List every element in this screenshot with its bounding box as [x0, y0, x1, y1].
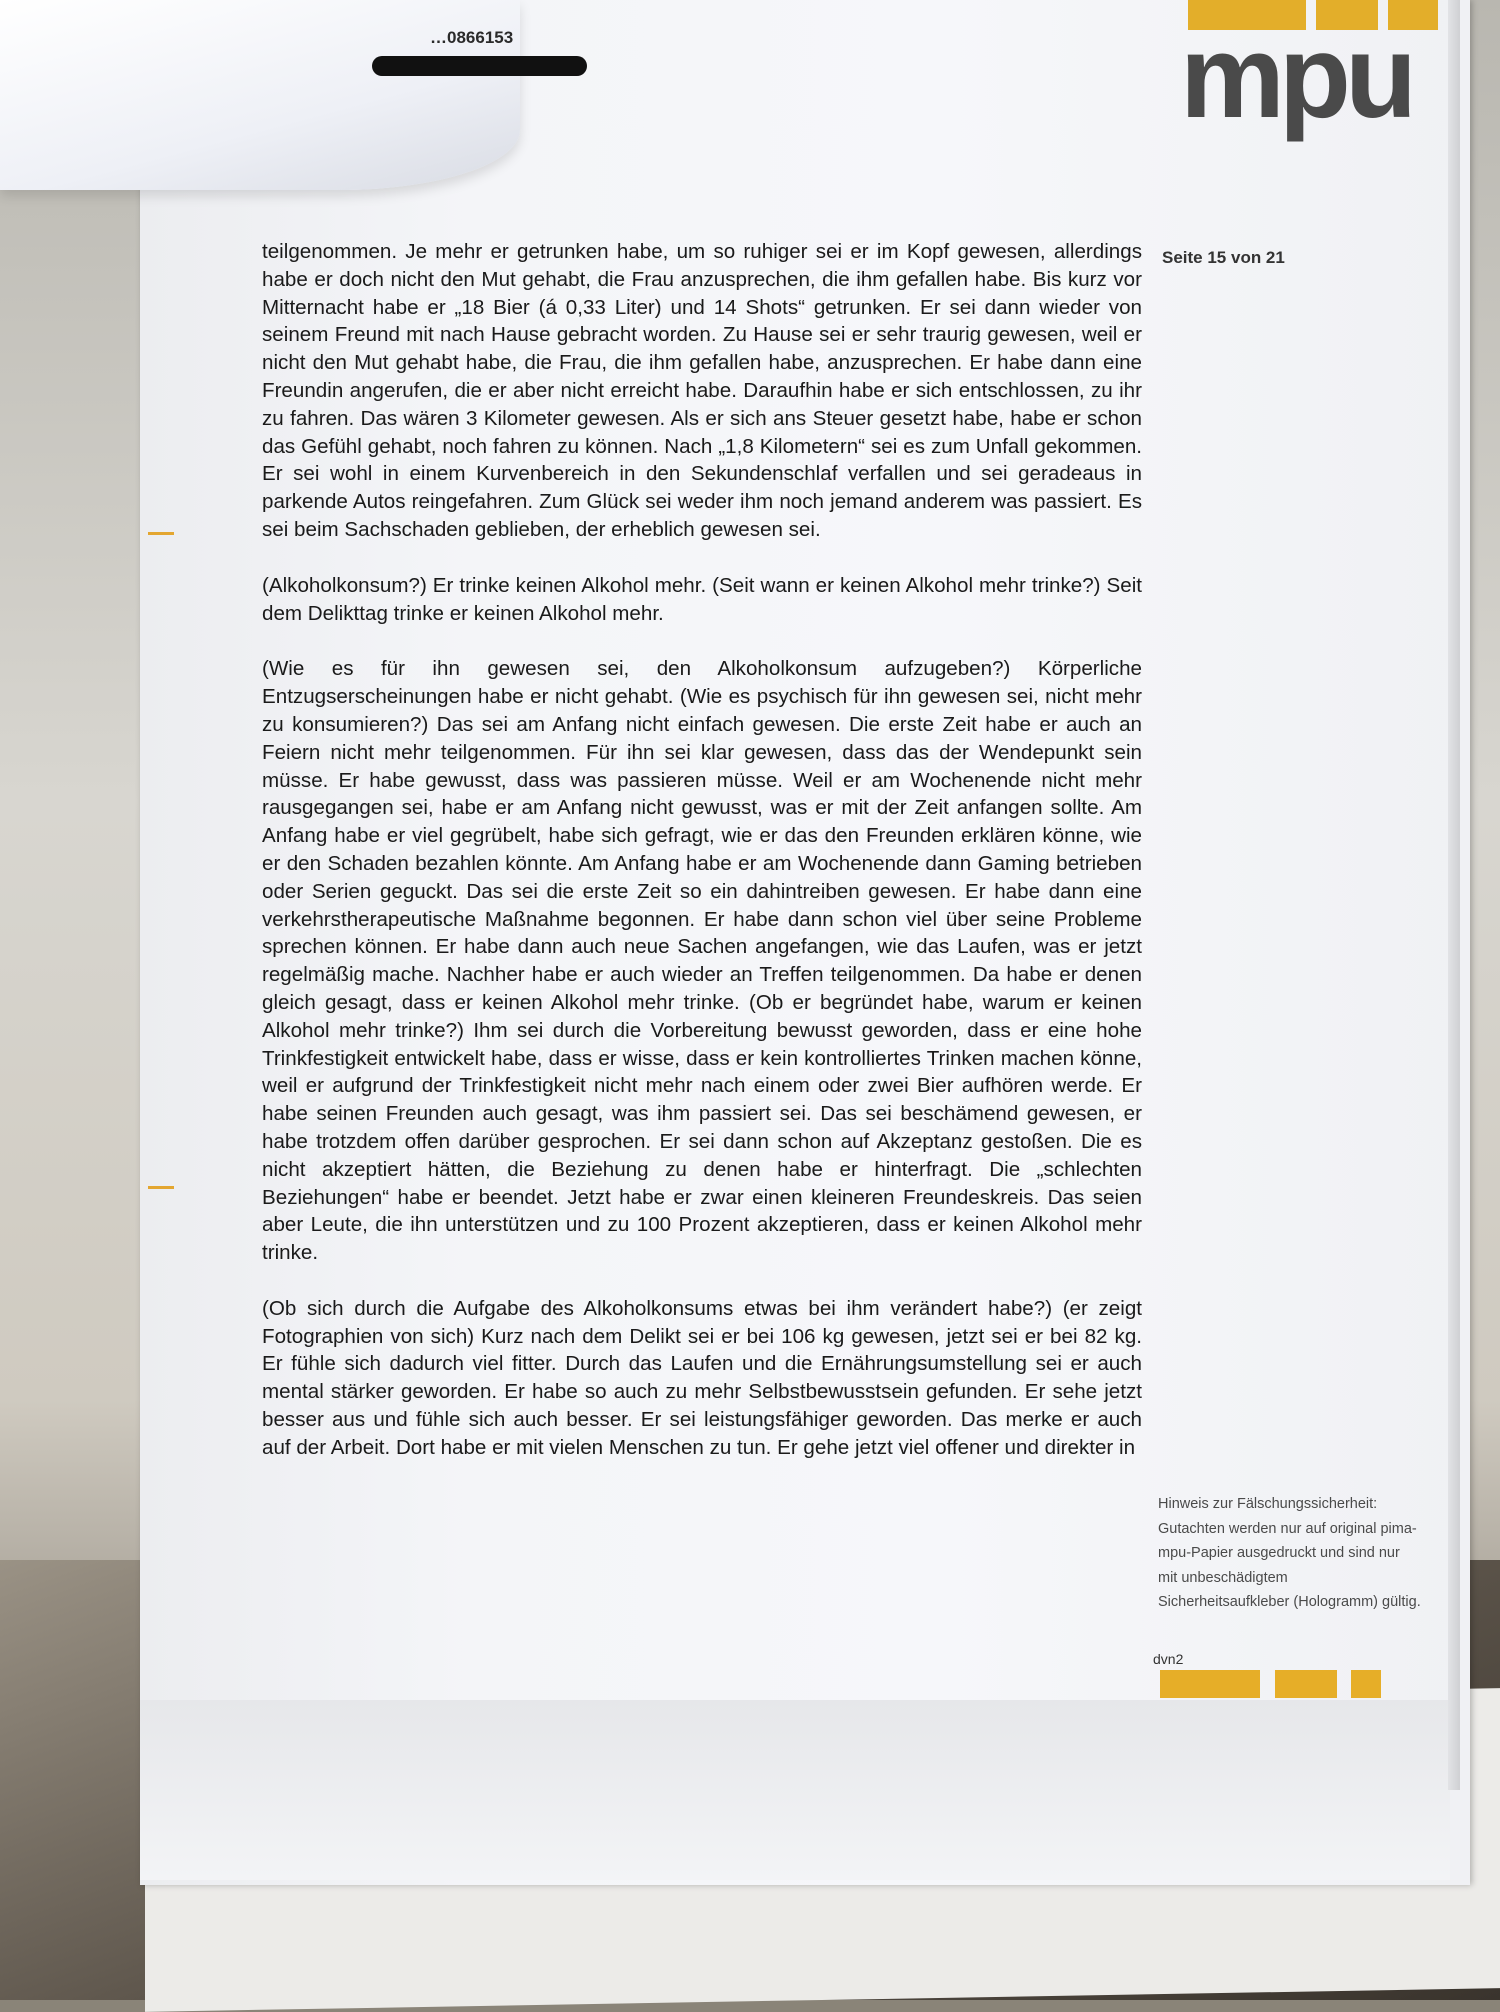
paragraph: (Alkoholkonsum?) Er trinke keinen Alkohol mehr. (Seit wann er keinen Alkohol mehr trinke?) Seit dem Delikttag trinke er keinen Alkohol mehr.: [262, 573, 1142, 625]
margin-marker: [148, 1186, 174, 1189]
page-stack-edge: [1448, 0, 1460, 1790]
margin-marker: [148, 532, 174, 535]
paragraph: teilgenommen. Je mehr er getrunken habe, um so ruhiger sei er im Kopf gewesen, allerdings habe er doch nicht den Mut gehabt, die Frau anzusprechen, die ihm gefallen habe. Bis kurz vor Mitternacht habe er „18 Bier (á 0,33 Liter) und 14 Shots“ getrunken. Er sei dann wieder von seinem Freund mit nach Hause gebracht worden. Zu Hause sei er sehr traurig gewesen, weil er nicht den Mut gehabt habe, die Frau, die ihm gefallen habe, anzusprechen. Er habe dann eine Freundin angerufen, die er aber nicht erreicht habe. Daraufhin habe er sich entschlossen, zu ihr zu fahren. Das wären 3 Kilometer gewesen. Als er sich ans Steuer gesetzt habe, habe er schon das Gefühl gehabt, noch fahren zu können. Nach „1,8 Kilometern“ sei es zum Unfall gekommen. Er sei wohl in einem Kurvenbereich in den Sekundenschlaf verfallen und sei geradeaus in parkende Autos reingefahren. Zum Glück sei weder ihm noch jemand anderem was passiert. Es sei beim Sachschaden geblieben, der erheblich gewesen sei.: [262, 240, 1142, 541]
mpu-logo: [1180, 0, 1440, 143]
report-body: [262, 238, 1142, 1490]
page-bottom-fold: [140, 1700, 1450, 1880]
page-indicator: Seite 15 von 21: [1162, 248, 1285, 267]
forgery-notice: Hinweis zur Fälschungssicherheit: Gutachten werden nur auf original pima-mpu-Papier ausgedruckt und sind nur mit unbeschädigtem Sicherheitsaufkleber (Hologramm) gültig.: [1158, 1496, 1421, 1610]
paragraph: (Ob sich durch die Aufgabe des Alkoholkonsums etwas bei ihm verändert habe?) (er zeigt Fotographien von sich) Kurz nach dem Delikt sei er bei 106 kg gewesen, jetzt sei er bei 82 kg. Er fühle sich dadurch viel fitter. Durch das Laufen und die Ernährungsumstellung sei er auch mental stärker geworden. Er habe so auch zu mehr Selbstbewusstsein gefunden. Er sehe jetzt besser aus und fühle sich auch besser. Er sei leistungsfähiger geworden. Das merke er auch auf der Arbeit. Dort habe er mit vielen Menschen zu tun. Er gehe jetzt viel offener und direkter in: [262, 1296, 1142, 1459]
logo-text: mpu: [1180, 11, 1412, 143]
paragraph: (Wie es für ihn gewesen sei, den Alkoholkonsum aufzugeben?) Körperliche Entzugserscheinungen habe er nicht gehabt. (Wie es psychisch für ihn gewesen sei, nicht mehr zu konsumieren?) Das sei am Anfang nicht einfach gewesen. Die erste Zeit habe er auch an Feiern nicht mehr teilgenommen. Für ihn sei klar gewesen, dass das der Wendepunkt sein müsse. Er habe gewusst, dass was passieren müsse. Weil er am Wochenende nicht mehr rausgegangen sei, habe er am Anfang nicht gewusst, was er mit der Zeit anfangen sollte. Am Anfang habe er viel gegrübelt, habe sich gefragt, wie er das den Freunden erklären könne, wie er den Schaden bezahlen könnte. Am Anfang habe er am Wochenende dann Gaming betrieben oder Serien geguckt. Das sei die erste Zeit so ein dahintreiben gewesen. Er habe dann eine verkehrstherapeutische Maßnahme begonnen. Er habe dann schon viel über seine Probleme sprechen können. Er habe dann auch neue Sachen angefangen, wie das Laufen, was er jetzt regelmäßig mache. Nachher habe er auch wieder an Treffen teilgenommen. Da habe er denen gleich gesagt, dass er keinen Alkohol mehr trinke. (Ob er begründet habe, warum er keinen Alkohol mehr trinke?) Ihm sei durch die Vorbereitung bewusst geworden, dass er eine hohe Trinkfestigkeit entwickelt habe, dass er wisse, dass er kein kontrolliertes Trinken machen könne, weil er aufgrund der Trinkfestigkeit nicht mehr nach einem oder zwei Bier aufhören werde. Er habe seinen Freunden auch gesagt, was ihm passiert sei. Das sei beschämend gewesen, er habe trotzdem offen darüber gesprochen. Er sei dann schon auf Akzeptanz gestoßen. Die es nicht akzeptiert hätten, die Beziehung zu denen habe er hinterfragt. Die „schlechten Beziehungen“ habe er beendet. Jetzt habe er zwar einen kleineren Freundeskreis. Das seien aber Leute, die ihn unterstützen und zu 100 Prozent akzeptieren, dass er keinen Alkohol mehr trinke.: [262, 657, 1142, 1265]
redaction-bar: [372, 56, 587, 76]
case-number: …0866153: [430, 28, 514, 47]
paper-code: dvn2: [1153, 1651, 1184, 1667]
